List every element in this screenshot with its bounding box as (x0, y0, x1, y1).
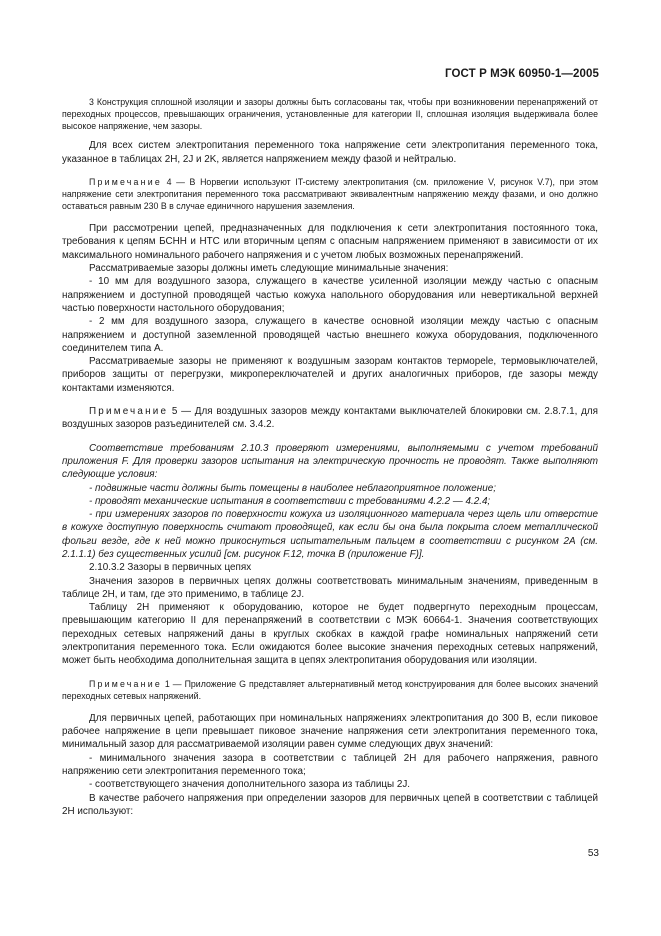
list-item: - 10 мм для воздушного зазора, служащего в качестве усиленной изоляции между частью с опасным напряжением и доступной проводящей частью кожуха напольного оборудования или невертикальной верхней частью поверхности настольного оборудования; (62, 276, 598, 314)
list-item: - подвижные части должны быть помещены в наиболее неблагоприятное положение; (89, 482, 496, 494)
paragraph: Значения зазоров в первичных цепях должны соответствовать минимальным значениям, приведенным в таблице 2Н, и там, где это применимо, в таблице 2J. (62, 575, 598, 600)
paragraph: Для первичных цепей, работающих при номинальных напряжениях электропитания до 300 В, если пиковое рабочее напряжение в цепи превышает пиковое значение напряжения сети электропитания переменного тока, минимальный зазор для рассматриваемой изоляции равен сумме следующих двух значений: (62, 712, 598, 751)
list-item: - минимального значения зазора в соответствии с таблицей 2Н для рабочего напряжения, равного напряжению сети электропитания переменного тока; (62, 752, 598, 778)
list-item: - соответствующего значения дополнительного зазора из таблицы 2J. (89, 779, 411, 791)
paragraph-note-4 (62, 176, 598, 212)
section-heading: 2.10.3.2 Зазоры в первичных цепях (89, 562, 252, 574)
note-lead: Примечание (89, 678, 162, 689)
paragraph-note-5 (62, 405, 598, 432)
paragraph: Для всех систем электропитания переменного тока напряжение сети электропитания переменного тока, указанное в таблицах 2Н, 2J и 2K, является напряжением между фазой и нейтралью. (62, 140, 598, 165)
list-item: - проводят механические испытания в соответствии с требованиями 4.2.2 — 4.2.4; (89, 495, 491, 507)
list-item: - при измерениях зазоров по поверхности кожуха из изоляционного материала через щель или отверстие в кожухе доступную поверхность считают проводящей, как если бы она была покрыта слоем металлической фольги везде, где к ней можно прикоснуться испытательным пальцем в соответствии с рисунком 2А (см. 2.1.1.1) без существенных усилий [см. рисунок F.12, точка В (приложение F)]. (62, 509, 598, 560)
paragraph-note-1 (62, 678, 598, 702)
paragraph-compliance: Соответствие требованиям 2.10.3 проверяют измерениями, выполняемыми с учетом требований приложения F. Для проверки зазоров испытания на электрическую прочность не проводят. Также выполняют следующие условия: (62, 442, 598, 481)
paragraph: При рассмотрении цепей, предназначенных для подключения к сети электропитания постоянного тока, требования к цепям БСНН и НТС или вторичным цепям с опасным напряжением применяют в зависимости от их максимального номинального рабочего напряжения и с учетом любых возможных перенапряжений. (62, 223, 598, 261)
note-text: 4 — В Норвегии используют IT-систему электропитания (см. приложение V, рисунок V.7), при этом напряжение сети электропитания переменного тока рассматривают эквивалентным напряжению между фазами, и оно должно оставаться равным 230 В в случае единичного нарушения заземления. (62, 176, 598, 212)
page-content (62, 96, 598, 818)
paragraph: В качестве рабочего напряжения при определении зазоров для первичных цепей в соответствии с таблицей 2Н используют: (62, 792, 598, 817)
list-item: - 2 мм для воздушного зазора, служащего в качестве основной изоляции между частью с опасным напряжением и доступной заземленной проводящей частью внешнего кожуха оборудования, подключенного соединителем типа А. (62, 316, 598, 354)
note-text: 5 — Для воздушных зазоров между контактами выключателей блокировки см. 2.8.7.1, для воздушных зазоров разъединителей см. 3.4.2. (62, 406, 598, 431)
paragraph: Таблицу 2Н применяют к оборудованию, которое не будет подвергнуто переходным процессам, превышающим категорию II для перенапряжений в соответствии с МЭК 60664-1. Значения соответствующих переходных сетевых напряжений даны в круглых скобках в каждой графе номинальных напряжений сети электропитания переменного тока. Если ожидаются более высокие значения переходных сетевых напряжений, может быть необходима дополнительная защита в цепях электропитания оборудования или изоляции. (62, 602, 598, 667)
paragraph: Рассматриваемые зазоры должны иметь следующие минимальные значения: (89, 263, 449, 275)
note-lead: Примечание (89, 406, 169, 418)
page-header-title: ГОСТ Р МЭК 60950-1—2005 (445, 68, 599, 80)
note-lead: Примечание (89, 176, 162, 187)
paragraph: Рассматриваемые зазоры не применяют к воздушным зазорам контактов терморele, термовыключателей, приборов защиты от перегрузки, микропереключателей и других аналогичных приборов, где зазоры между контактами изменяются. (62, 356, 598, 394)
note-text: 1 — Приложение G представляет альтернативный метод конструирования для более высоких значений переходных сетевых напряжений. (62, 678, 598, 701)
paragraph-note-3: 3 Конструкция сплошной изоляции и зазоры должны быть согласованы так, чтобы при возникновении перенапряжений от переходных процессов, превышающих ограничения, установленные для категории II, сплошная изоляция выдерживала более высокое напряжение, чем зазоры. (62, 97, 598, 132)
page-number: 53 (587, 848, 599, 859)
